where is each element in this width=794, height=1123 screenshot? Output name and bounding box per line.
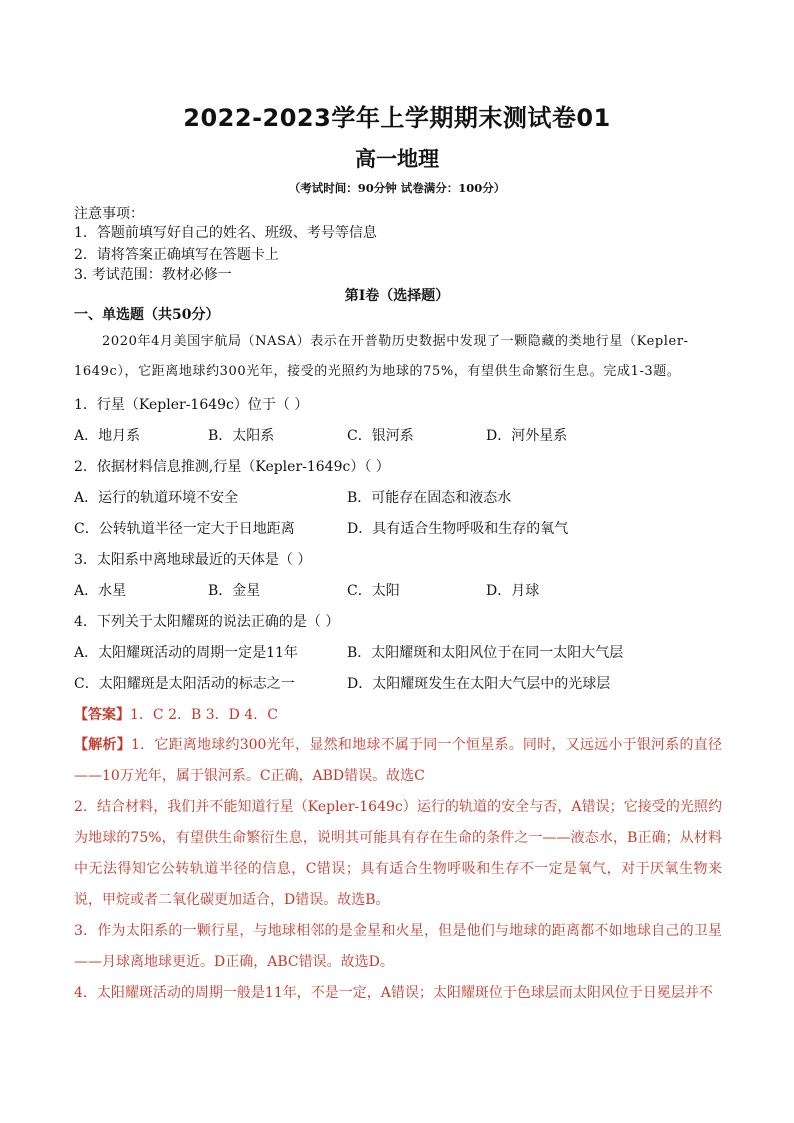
notes-heading: 注意事项： [74, 206, 144, 222]
option-d: D．太阳耀斑发生在太阳大气层中的光球层 [347, 676, 611, 692]
option-a: A．运行的轨道环境不安全 [74, 490, 239, 506]
analysis-paragraph-1 [74, 730, 722, 792]
part-title: 第I卷（选择题） [344, 288, 450, 304]
answer-label: 【答案】 [74, 707, 130, 723]
question-stem: 2．依据材料信息推测,行星（Kepler-1649c）（ ） [74, 459, 390, 475]
option-d: D．河外星系 [486, 428, 568, 444]
answer-line [74, 704, 278, 724]
option-b: B．金星 [208, 583, 261, 599]
analysis-label: 【解析】 [74, 737, 131, 753]
question-stem: 3．太阳系中离地球最近的天体是（ ） [74, 552, 312, 568]
option-c: C．太阳耀斑是太阳活动的标志之一 [74, 676, 295, 692]
section-title: 一、单选题（共50分） [74, 307, 220, 323]
analysis-text-1: 1．它距离地球约300光年，显然和地球不属于同一个恒星系。同时，又远远小于银河系的直径——10万光年，属于银河系。C正确，ABD错误。故选C [74, 737, 722, 784]
option-c: C．公转轨道半径一定大于日地距离 [74, 521, 295, 537]
option-d: D．具有适合生物呼吸和生存的氧气 [347, 521, 569, 537]
exam-subject: 高一地理 [355, 147, 439, 171]
exam-title: 2022-2023学年上学期期末测试卷01 [183, 104, 611, 132]
note-item: 1．答题前填写好自己的姓名、班级、考号等信息 [74, 225, 377, 241]
option-a: A．水星 [74, 583, 127, 599]
option-b: B．可能存在固态和液态水 [347, 490, 512, 506]
question-stem: 1．行星（Kepler-1649c）位于（ ） [74, 397, 309, 413]
analysis-paragraph-4: 4．太阳耀斑活动的周期一般是11年，不是一定，A错误；太阳耀斑位于色球层而太阳风位于日冕层并不 [74, 985, 713, 1001]
answer-text: 1．C 2．B 3．D 4．C [130, 707, 278, 723]
exam-time-score: （考试时间：90分钟 试卷满分：100分） [288, 181, 506, 195]
option-d: D．月球 [486, 583, 540, 599]
option-c: C．太阳 [347, 583, 400, 599]
option-b: B．太阳耀斑和太阳风位于在同一太阳大气层 [347, 645, 624, 661]
option-a: A．地月系 [74, 428, 141, 444]
option-c: C．银河系 [347, 428, 414, 444]
note-item: 3. 考试范围：教材必修一 [74, 267, 232, 283]
option-a: A．太阳耀斑活动的周期一定是11年 [74, 645, 298, 661]
note-item: 2．请将答案正确填写在答题卡上 [74, 247, 279, 263]
analysis-paragraph-2: 2．结合材料，我们并不能知道行星（Kepler-1649c）运行的轨道的安全与否，A错误；它接受的光照约为地球的75%，有望供生命繁衍生息，说明其可能具有存在生命的条件之一——液态水，B正确；从材料中无法得知它公转轨道半径的信息，C错误；具有适合生物呼吸和生存不一定是氧气，对于厌氧生物来说，甲烷或者二氧化碳更加适合，D错误。故选B。 [74, 799, 722, 908]
question-stem: 4．下列关于太阳耀斑的说法正确的是（ ） [74, 614, 340, 630]
option-b: B．太阳系 [208, 428, 275, 444]
analysis-paragraph-3: 3．作为太阳系的一颗行星，与地球相邻的是金星和火星，但是他们与地球的距离都不如地球自己的卫星——月球离地球更近。D正确，ABC错误。故选D。 [74, 923, 722, 970]
reading-material: 2020年4月美国宇航局（NASA）表示在开普勒历史数据中发现了一颗隐藏的类地行星（Kepler-1649c），它距离地球约300光年，接受的光照约为地球的75%，有望供生命繁衍生息。完成1-3题。 [74, 334, 689, 379]
